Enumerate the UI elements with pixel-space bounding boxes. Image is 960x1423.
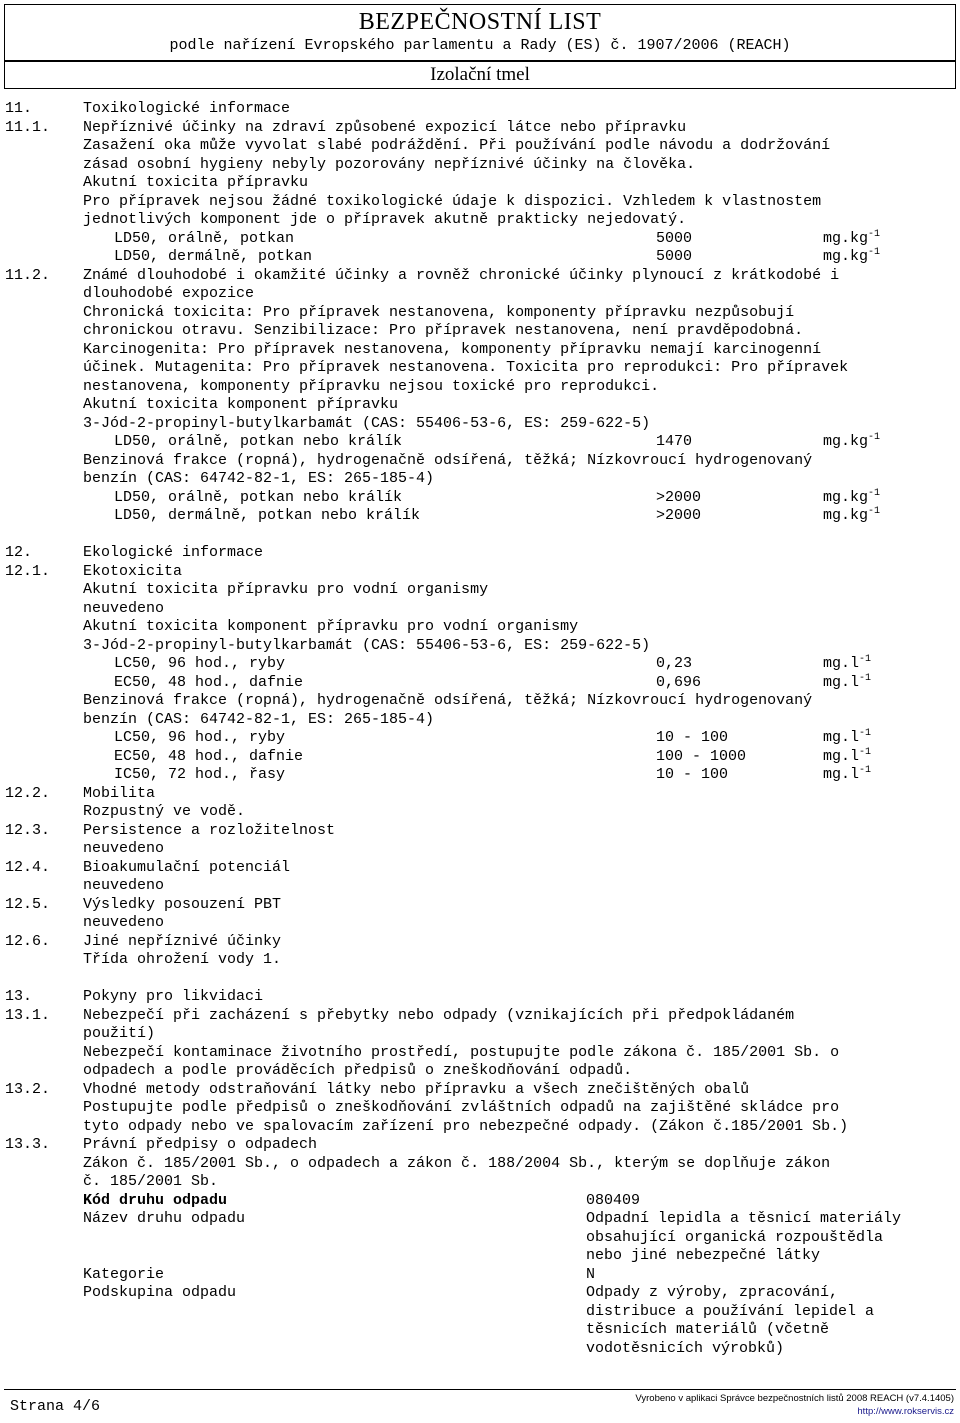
component-name: Benzinová frakce (ropná), hydrogenačně odsířená, těžká; Nízkovroucí hydrogenovaný [83,692,813,709]
subsection-heading-cont: dlouhodobé expozice [83,285,255,302]
subsection-heading: 12.5. Výsledky posouzení PBT [5,895,282,913]
paragraph-line: Karcinogenita: Pro přípravek nestanovena, komponenty přípravku nemají karcinogenní [83,340,822,358]
paragraph-line: Chronická toxicita: Pro přípravek nestanovena, komponenty přípravku nezpůsobují [83,303,795,321]
ecotox-data-row: LC50, 96 hod., ryby 10 - 100 $mg.l^{-1}$ [114,728,872,746]
section-title: Toxikologické informace [83,100,291,117]
spacer [0,526,960,545]
waste-name-row-cont: nebo jiné nebezpečné látky [586,1247,821,1264]
paragraph-line: Rozpustný ve vodě. [83,803,246,820]
paragraph-line: Zákon č. 185/2001 Sb., o odpadech a zákon č. 188/2004 Sb., kterým se doplňuje zákon [83,1154,831,1172]
subsection-heading: 12.4. Bioakumulační potenciál [5,858,291,876]
tox-data-row: LD50, orálně, potkan nebo králík 1470 $mg.kg^{-1}$ [114,432,881,450]
ecotox-data-row: EC50, 48 hod., dafnie 100 - 1000 $mg.l^{-1}$ [114,746,872,765]
document-title: BEZPEČNOSTNÍ LIST [358,9,602,35]
subheading: Akutní toxicita komponent přípravku pro vodní organismy [83,618,579,635]
waste-subgroup-row-cont: vodotěsnicích výrobků) [586,1339,785,1357]
component-name: benzín (CAS: 64742-82-1, ES: 265-185-4) [83,710,435,728]
regulation-subtitle: podle nařízení Evropského parlamentu a Rady (ES) č. 1907/2006 (REACH) [169,37,791,54]
component-name: Benzinová frakce (ropná), hydrogenačně odsířená, těžká; Nízkovroucí hydrogenovaný [83,451,813,469]
paragraph-line: č. 185/2001 Sb. [83,1173,219,1190]
subheading: Akutní toxicita přípravku pro vodní organismy [83,581,489,598]
paragraph-line: Zasažení oka může vyvolat slabé podráždění. Při používání podle návodu a dodržování [83,137,831,154]
component-name: 3-Jód-2-propinyl-butylkarbamát (CAS: 55406-53-6, ES: 259-622-5) [83,414,651,432]
paragraph-line: jednotlivých komponent jde o přípravek akutně prakticky nejedovatý. [83,211,687,228]
subsection-heading: 12.2. Mobilita [5,784,156,802]
paragraph-line: nestanovena, komponenty přípravku nejsou toxické pro reprodukci. [83,377,660,395]
paragraph-line: neuvedeno [83,599,165,617]
document-body [0,100,960,1358]
paragraph-line: Třída ohrožení vody 1. [83,951,282,968]
tox-data-row: LD50, orálně, potkan nebo králík >2000 $mg.kg^{-1}$ [114,487,881,506]
paragraph-line: chronickou otravu. Senzibilizace: Pro přípravek nestanovena, není pravděpodobná. [83,322,804,339]
subsection-heading: 12.3. Persistence a rozložitelnost [5,821,336,839]
page-number: Strana 4/6 [10,1398,101,1415]
subsection-heading [0,119,960,138]
paragraph-line: neuvedeno [83,914,165,931]
paragraph-line: tyto odpady nebo ve spalovacím zařízení pro nebezpečné odpady. (Zákon č.185/2001 Sb.) [83,1117,849,1135]
paragraph-line: neuvedeno [83,877,165,894]
paragraph-line: Postupujte podle předpisů o zneškodňování zvláštních odpadů na zajištěné skládce pro [83,1099,840,1116]
section-heading: 12. Ekologické informace [5,544,264,561]
section-heading: 13. Pokyny pro likvidaci [5,988,264,1005]
subsection-title: Nepříznivé účinky na zdraví způsobené expozicí látce nebo přípravku [83,118,687,136]
generator-text: Vyrobeno v aplikaci Správce bezpečnostních listů 2008 REACH (v7.4.1405) [635,1393,954,1404]
subsection-number: 11.1. [5,118,51,136]
subsection-heading: 11.2. Známé dlouhodobé i okamžité účinky a rovněž chronické účinky plynoucí z krátkodobé i [5,266,840,284]
subsection-heading-cont: použití) [83,1025,156,1042]
document-footer [4,1389,956,1420]
waste-name-row-cont: obsahující organická rozpouštědla [586,1228,884,1246]
subheading: Akutní toxicita přípravku [83,174,309,191]
subsection-heading: 13.2. Vhodné metody odstraňování látky nebo přípravku a všech znečištěných obalů [5,1080,750,1098]
subsection-heading: 12.6. Jiné nepříznivé účinky [5,932,282,950]
tox-data-row: LD50, dermálně, potkan 5000 $mg.kg^{-1}$ [114,247,881,265]
paragraph-line: Nebezpečí kontaminace životního prostředí, postupujte podle zákona č. 185/2001 Sb. o [83,1043,840,1061]
paragraph-line: odpadech a podle prováděcích předpisů o zneškodňování odpadů. [83,1062,633,1079]
subsection-heading: 13.3. Právní předpisy o odpadech [5,1136,318,1153]
generator-link[interactable]: http://www.rokservis.cz [857,1406,954,1417]
subheading: Akutní toxicita komponent přípravku [83,396,399,413]
waste-subgroup-row-cont: distribuce a používání lepidel a [586,1302,875,1320]
document-header [4,4,956,89]
waste-subgroup-row-cont: těsnicích materiálů (včetně [586,1321,830,1338]
subsection-heading: 13.1. Nebezpečí při zacházení s přebytky nebo odpady (vznikajících při předpokládaném [5,1006,795,1024]
section-number: 11. [5,100,33,117]
subsection-heading: 12.1. Ekotoxicita [5,562,183,580]
ecotox-data-row: LC50, 96 hod., ryby 0,23 $mg.l^{-1}$ [114,654,872,672]
section-heading [0,100,960,119]
waste-subgroup-row: Podskupina odpadu Odpady z výroby, zpracování, [83,1284,839,1301]
waste-category-row: Kategorie N [83,1265,596,1283]
waste-code-row: Kód druhu odpadu 080409 [83,1191,641,1209]
component-name: 3-Jód-2-propinyl-butylkarbamát (CAS: 55406-53-6, ES: 259-622-5) [83,636,651,654]
spacer [0,970,960,989]
tox-data-row: LD50, orálně, potkan 5000 $mg.kg^{-1}$ [114,228,881,247]
product-name: Izolační tmel [430,64,530,85]
waste-name-row: Název druhu odpadu Odpadní lepidla a těsnicí materiály [83,1210,902,1227]
paragraph-line: neuvedeno [83,840,165,857]
generator-note [635,1392,954,1418]
paragraph-line: účinek. Mutagenita: Pro přípravek nestanovena. Toxicita pro reprodukci: Pro přípravek [83,359,849,376]
tox-data-row: LD50, dermálně, potkan nebo králík >2000 $mg.kg^{-1}$ [114,506,881,524]
paragraph-line: Pro přípravek nejsou žádné toxikologické údaje k dispozici. Vzhledem k vlastnostem [83,192,822,210]
ecotox-data-row: IC50, 72 hod., řasy 10 - 100 $mg.l^{-1}$ [114,765,872,783]
component-name: benzín (CAS: 64742-82-1, ES: 265-185-4) [83,470,435,487]
ecotox-data-row: EC50, 48 hod., dafnie 0,696 $mg.l^{-1}$ [114,672,872,691]
paragraph-line: zásad osobní hygieny nebyly pozorovány nepříznivé účinky na člověka. [83,155,696,173]
